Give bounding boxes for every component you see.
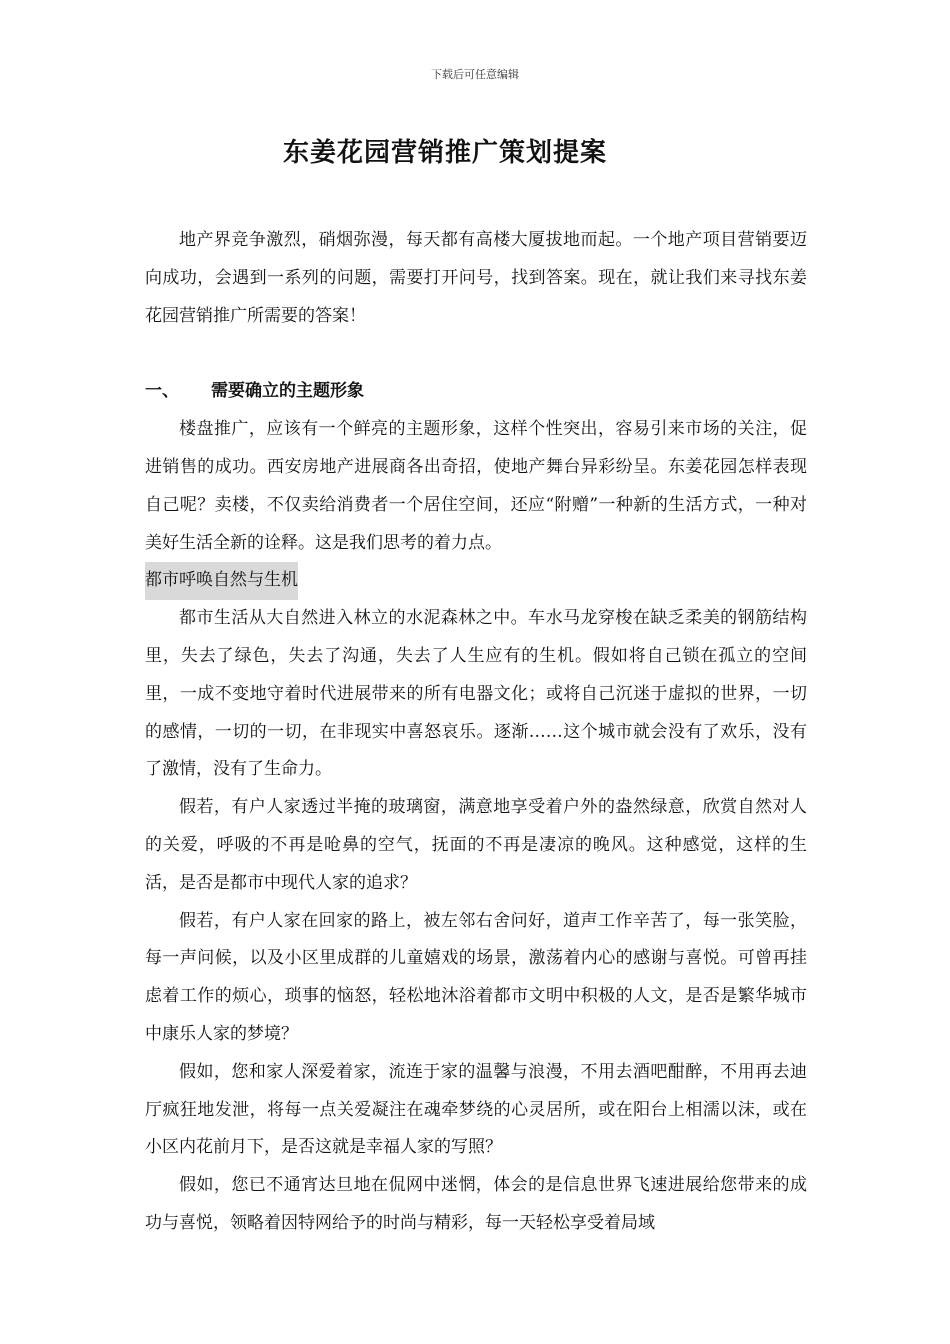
section-heading	[145, 373, 807, 411]
intro-paragraph: 地产界竞争激烈，硝烟弥漫，每天都有高楼大厦拔地而起。一个地产项目营销要迈向成功，会遇到一系列的问题，需要打开问号，找到答案。现在，就让我们来寻找东姜花园营销推广所需要的答案！	[145, 230, 807, 326]
body-paragraph: 假若，有户人家透过半掩的玻璃窗，满意地享受着户外的盎然绿意，欣赏自然对人的关爱，呼吸的不再是呛鼻的空气，抚面的不再是凄凉的晚风。这种感觉，这样的生活，是否是都市中现代人家的追求？	[145, 797, 807, 893]
body-paragraph: 假若，有户人家在回家的路上，被左邻右舍问好，道声工作辛苦了，每一张笑脸，每一声问候，以及小区里成群的儿童嬉戏的场景，激荡着内心的感谢与喜悦。可曾再挂虑着工作的烦心，琐事的恼怒，轻松地沐浴着都市文明中积极的人文，是否是繁华城市中康乐人家的梦境？	[145, 910, 807, 1044]
document-title: 东姜花园营销推广策划提案	[282, 138, 607, 168]
body-paragraph: 假如，您和家人深爱着家，流连于家的温馨与浪漫，不用去酒吧酣醉，不用再去迪厅疯狂地发泄，将每一点关爱凝注在魂牵梦绕的心灵居所，或在阳台上相濡以沫，或在小区内花前月下，是否这就是幸福人家的写照？	[145, 1061, 807, 1158]
header-note: 下载后可任意编辑	[431, 68, 519, 81]
section-paragraph: 楼盘推广，应该有一个鲜亮的主题形象，这样个性突出，容易引来市场的关注，促进销售的成功。西安房地产进展商各出奇招，使地产舞台异彩纷呈。东姜花园怎样表现自己呢？卖楼，不仅卖给消费者一个居住空间，还应“附赠”一种新的生活方式，一种对美好生活全新的诠释。这是我们思考的着力点。	[145, 419, 807, 553]
section-number: 一、	[145, 381, 179, 402]
body-paragraph: 假如，您已不通宵达旦地在侃网中迷惘，体会的是信息世界飞速进展给您带来的成功与喜悦，领略着因特网给予的时尚与精彩，每一天轻松享受着局域	[145, 1175, 807, 1233]
section-heading-text: 需要确立的主题形象	[211, 381, 364, 402]
document-body	[145, 222, 807, 1243]
subheading-text: 都市呼唤自然与生机	[145, 562, 298, 600]
body-paragraph: 都市生活从大自然进入林立的水泥森林之中。车水马龙穿梭在缺乏柔美的钢筋结构里，失去了绿色，失去了沟通，失去了人生应有的生机。假如将自己锁在孤立的空间里，一成不变地守着时代进展带来的所有电器文化；或将自己沉迷于虚拟的世界，一切的感情，一切的一切，在非现实中喜怒哀乐。逐渐……这个城市就会没有了欢乐，没有了激情，没有了生命力。	[145, 608, 807, 780]
subheading	[145, 562, 807, 600]
